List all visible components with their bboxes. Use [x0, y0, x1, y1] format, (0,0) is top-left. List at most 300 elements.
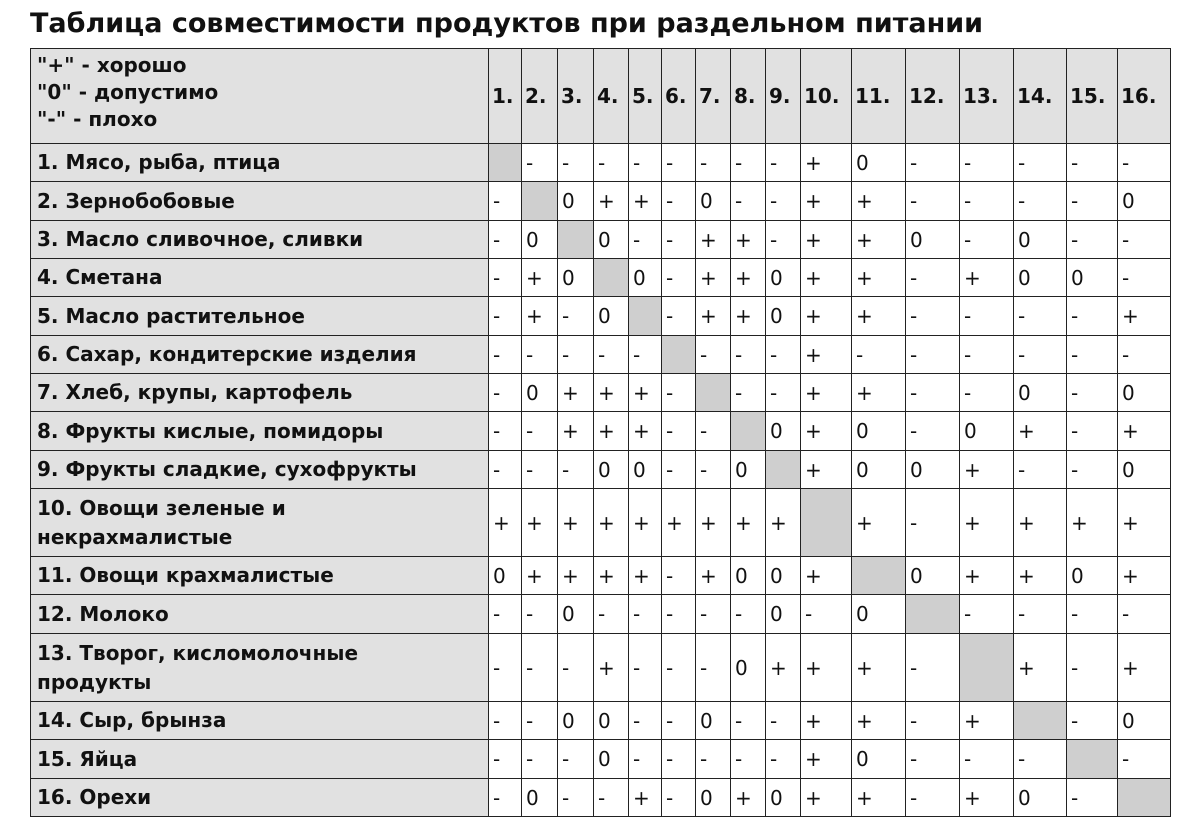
compatibility-cell: - [522, 336, 558, 374]
compatibility-cell: + [960, 702, 1014, 740]
compatibility-cell: - [1118, 221, 1171, 259]
compatibility-cell: + [731, 221, 766, 259]
compatibility-cell: 0 [960, 412, 1014, 451]
diagonal-cell [731, 412, 766, 451]
compatibility-cell: - [1067, 144, 1118, 182]
row-label [31, 182, 489, 221]
compatibility-cell: - [489, 779, 522, 817]
row-label-line: 3. Масло сливочное, сливки [37, 227, 364, 251]
column-header-3: 3. [558, 49, 594, 144]
diagonal-cell [629, 297, 662, 336]
compatibility-cell: + [1118, 489, 1171, 557]
compatibility-cell: - [906, 779, 960, 817]
row-label-line: 8. Фрукты кислые, помидоры [37, 418, 384, 443]
compatibility-cell: - [1118, 259, 1171, 297]
compatibility-cell: - [1014, 451, 1067, 489]
compatibility-cell: + [852, 779, 906, 817]
row-label [31, 489, 489, 557]
compatibility-cell: - [731, 144, 766, 182]
diagonal-cell [1067, 740, 1118, 779]
compatibility-cell: - [489, 259, 522, 297]
compatibility-cell: - [662, 144, 696, 182]
compatibility-cell: - [1118, 144, 1171, 182]
compatibility-cell: - [489, 595, 522, 634]
table-row [31, 702, 1171, 740]
compatibility-cell: - [489, 297, 522, 336]
row-label-line: 6. Сахар, кондитерские изделия [37, 342, 417, 366]
compatibility-cell: - [1118, 595, 1171, 634]
compatibility-cell: + [960, 779, 1014, 817]
column-header-7: 7. [696, 49, 731, 144]
diagonal-cell [696, 374, 731, 412]
table-row [31, 221, 1171, 259]
compatibility-cell: 0 [629, 259, 662, 297]
compatibility-cell: + [801, 557, 852, 595]
compatibility-cell: - [960, 336, 1014, 374]
compatibility-cell: + [766, 489, 801, 557]
row-label-line: продукты [37, 669, 152, 694]
compatibility-cell: - [558, 144, 594, 182]
table-row [31, 451, 1171, 489]
column-header-1: 1. [489, 49, 522, 144]
compatibility-cell: - [522, 634, 558, 702]
compatibility-cell: + [522, 259, 558, 297]
compatibility-cell: + [662, 489, 696, 557]
compatibility-cell: + [852, 702, 906, 740]
compatibility-cell: 0 [766, 595, 801, 634]
compatibility-cell: - [906, 297, 960, 336]
compatibility-cell: - [489, 412, 522, 451]
compatibility-cell: - [489, 634, 522, 702]
compatibility-cell: - [1067, 779, 1118, 817]
compatibility-cell: - [906, 740, 960, 779]
compatibility-cell: 0 [558, 182, 594, 221]
compatibility-cell: - [662, 740, 696, 779]
compatibility-cell: + [960, 451, 1014, 489]
compatibility-cell: + [801, 336, 852, 374]
compatibility-cell: - [522, 740, 558, 779]
compatibility-cell: + [594, 374, 629, 412]
diagonal-cell [960, 634, 1014, 702]
compatibility-cell: - [696, 336, 731, 374]
compatibility-cell: + [629, 779, 662, 817]
column-header-10: 10. [801, 49, 852, 144]
compatibility-cell: - [1067, 702, 1118, 740]
compatibility-cell: + [558, 374, 594, 412]
diagonal-cell [522, 182, 558, 221]
compatibility-cell: - [1014, 144, 1067, 182]
compatibility-cell: 0 [906, 557, 960, 595]
diagonal-cell [801, 489, 852, 557]
compatibility-cell: - [629, 336, 662, 374]
compatibility-cell: + [594, 634, 629, 702]
compatibility-cell: + [852, 297, 906, 336]
compatibility-cell: - [662, 412, 696, 451]
table-row [31, 489, 1171, 557]
compatibility-cell: 0 [852, 412, 906, 451]
compatibility-cell: - [629, 144, 662, 182]
compatibility-cell: - [662, 374, 696, 412]
compatibility-cell: - [662, 779, 696, 817]
page-title: Таблица совместимости продуктов при раздельном питании [30, 8, 984, 39]
compatibility-cell: - [629, 702, 662, 740]
compatibility-cell: - [594, 779, 629, 817]
compatibility-cell: 0 [1014, 779, 1067, 817]
column-header-12: 12. [906, 49, 960, 144]
compatibility-cell: + [852, 634, 906, 702]
compatibility-cell: - [731, 595, 766, 634]
diagonal-cell [489, 144, 522, 182]
compatibility-cell: 0 [906, 451, 960, 489]
table-row [31, 144, 1171, 182]
compatibility-cell: 0 [522, 221, 558, 259]
table-row [31, 336, 1171, 374]
diagonal-cell [852, 557, 906, 595]
compatibility-cell: - [489, 182, 522, 221]
compatibility-cell: - [906, 259, 960, 297]
compatibility-cell: 0 [594, 451, 629, 489]
compatibility-cell: - [696, 634, 731, 702]
column-header-15: 15. [1067, 49, 1118, 144]
compatibility-cell: + [522, 489, 558, 557]
compatibility-cell: 0 [766, 259, 801, 297]
row-label [31, 297, 489, 336]
compatibility-cell: - [594, 595, 629, 634]
compatibility-cell: + [594, 557, 629, 595]
compatibility-cell: + [852, 221, 906, 259]
column-header-4: 4. [594, 49, 629, 144]
compatibility-cell: 0 [558, 702, 594, 740]
compatibility-cell: 0 [696, 182, 731, 221]
compatibility-cell: 0 [1014, 374, 1067, 412]
column-header-2: 2. [522, 49, 558, 144]
compatibility-cell: 0 [1118, 374, 1171, 412]
compatibility-cell: - [1067, 336, 1118, 374]
compatibility-cell: - [522, 412, 558, 451]
compatibility-cell: + [629, 182, 662, 221]
compatibility-cell: - [558, 297, 594, 336]
compatibility-cell: + [766, 634, 801, 702]
compatibility-cell: - [1014, 740, 1067, 779]
compatibility-cell: + [801, 779, 852, 817]
compatibility-cell: - [731, 740, 766, 779]
compatibility-cell: + [801, 634, 852, 702]
diagonal-cell [662, 336, 696, 374]
compatibility-cell: 0 [1118, 451, 1171, 489]
column-header-6: 6. [662, 49, 696, 144]
compatibility-cell: - [489, 740, 522, 779]
compatibility-cell: + [801, 740, 852, 779]
compatibility-cell: 0 [558, 595, 594, 634]
compatibility-cell: 0 [731, 557, 766, 595]
compatibility-cell: - [662, 451, 696, 489]
compatibility-cell: 0 [1067, 259, 1118, 297]
compatibility-cell: + [1118, 634, 1171, 702]
compatibility-cell: - [662, 634, 696, 702]
compatibility-cell: - [629, 740, 662, 779]
compatibility-cell: 0 [1118, 182, 1171, 221]
compatibility-cell: - [960, 182, 1014, 221]
row-label-line: 11. Овощи крахмалистые [37, 563, 334, 587]
row-label-line: 12. Молоко [37, 601, 169, 626]
row-label [31, 557, 489, 595]
row-label [31, 259, 489, 297]
compatibility-cell: - [731, 702, 766, 740]
compatibility-cell: + [801, 297, 852, 336]
column-header-8: 8. [731, 49, 766, 144]
compatibility-cell: + [1014, 557, 1067, 595]
compatibility-cell: 0 [852, 451, 906, 489]
row-label [31, 412, 489, 451]
compatibility-cell: + [960, 489, 1014, 557]
row-label [31, 336, 489, 374]
compatibility-cell: - [1067, 221, 1118, 259]
compatibility-cell: 0 [594, 740, 629, 779]
compatibility-cell: + [558, 412, 594, 451]
compatibility-cell: - [1118, 740, 1171, 779]
compatibility-cell: - [696, 144, 731, 182]
legend-good: "+" - хорошо [37, 53, 187, 77]
compatibility-cell: - [906, 374, 960, 412]
compatibility-cell: 0 [766, 297, 801, 336]
row-label-line: 7. Хлеб, крупы, картофель [37, 380, 353, 404]
compatibility-cell: - [629, 595, 662, 634]
compatibility-cell: - [629, 221, 662, 259]
compatibility-cell: + [594, 182, 629, 221]
compatibility-cell: + [801, 374, 852, 412]
column-header-16: 16. [1118, 49, 1171, 144]
compatibility-cell: - [696, 412, 731, 451]
compatibility-cell: + [731, 489, 766, 557]
compatibility-cell: 0 [731, 634, 766, 702]
compatibility-cell: - [1014, 336, 1067, 374]
compatibility-cell: - [1067, 634, 1118, 702]
compatibility-cell: - [489, 374, 522, 412]
compatibility-cell: 0 [766, 412, 801, 451]
compatibility-cell: + [696, 557, 731, 595]
legend-bad: "-" - плохо [37, 107, 158, 131]
compatibility-cell: + [1014, 489, 1067, 557]
column-header-11: 11. [852, 49, 906, 144]
compatibility-cell: - [594, 336, 629, 374]
compatibility-cell: 0 [1118, 702, 1171, 740]
compatibility-cell: + [1014, 634, 1067, 702]
compatibility-cell: + [696, 259, 731, 297]
compatibility-cell: + [852, 259, 906, 297]
compatibility-cell: - [662, 221, 696, 259]
table-row [31, 740, 1171, 779]
row-label [31, 374, 489, 412]
compatibility-cell: - [766, 144, 801, 182]
compatibility-cell: - [662, 297, 696, 336]
compatibility-cell: - [1067, 412, 1118, 451]
compatibility-cell: + [629, 489, 662, 557]
compatibility-cell: - [558, 336, 594, 374]
compatibility-cell: 0 [629, 451, 662, 489]
row-label [31, 595, 489, 634]
compatibility-cell: + [1118, 412, 1171, 451]
table-row [31, 297, 1171, 336]
compatibility-cell: + [801, 259, 852, 297]
compatibility-cell: - [766, 374, 801, 412]
compatibility-cell: + [629, 412, 662, 451]
compatibility-cell: - [629, 634, 662, 702]
row-label [31, 144, 489, 182]
row-label [31, 702, 489, 740]
compatibility-cell: 0 [766, 779, 801, 817]
compatibility-cell: + [801, 412, 852, 451]
compatibility-cell: + [852, 182, 906, 221]
row-label-line: 1. Мясо, рыба, птица [37, 150, 281, 174]
compatibility-cell: - [662, 595, 696, 634]
compatibility-cell: + [558, 489, 594, 557]
compatibility-cell: - [906, 634, 960, 702]
compatibility-cell: - [1067, 297, 1118, 336]
compatibility-cell: 0 [594, 297, 629, 336]
compatibility-cell: + [696, 489, 731, 557]
table-row [31, 634, 1171, 702]
compatibility-cell: + [696, 221, 731, 259]
compatibility-cell: 0 [594, 702, 629, 740]
row-label-line: 13. Творог, кисломолочные [37, 640, 359, 665]
compatibility-cell: - [522, 595, 558, 634]
row-label [31, 740, 489, 779]
compatibility-cell: - [662, 182, 696, 221]
compatibility-cell: 0 [558, 259, 594, 297]
compatibility-cell: 0 [1014, 221, 1067, 259]
compatibility-cell: - [906, 489, 960, 557]
compatibility-cell: + [558, 557, 594, 595]
row-label-line: 2. Зернобобовые [37, 188, 235, 213]
row-label-line: некрахмалистые [37, 524, 233, 549]
compatibility-cell: 0 [1067, 557, 1118, 595]
compatibility-cell: 0 [906, 221, 960, 259]
compatibility-cell: 0 [594, 221, 629, 259]
compatibility-cell: + [960, 259, 1014, 297]
compatibility-cell: + [852, 374, 906, 412]
compatibility-cell: + [594, 489, 629, 557]
compatibility-cell: - [558, 779, 594, 817]
compatibility-cell: - [960, 221, 1014, 259]
compatibility-cell: 0 [852, 595, 906, 634]
compatibility-cell: 0 [766, 557, 801, 595]
compatibility-cell: - [960, 374, 1014, 412]
row-label-line: 15. Яйца [37, 746, 138, 771]
compatibility-cell: - [1014, 297, 1067, 336]
compatibility-cell: - [906, 412, 960, 451]
compatibility-cell: - [852, 336, 906, 374]
row-label [31, 779, 489, 817]
compatibility-cell: - [662, 702, 696, 740]
compatibility-cell: + [731, 297, 766, 336]
diagonal-cell [594, 259, 629, 297]
compatibility-cell: - [558, 634, 594, 702]
row-label [31, 634, 489, 702]
compatibility-cell: - [1067, 451, 1118, 489]
compatibility-cell: 0 [489, 557, 522, 595]
legend-acceptable: "0" - допустимо [37, 80, 219, 104]
compatibility-cell: + [594, 412, 629, 451]
compatibility-cell: - [766, 702, 801, 740]
column-header-9: 9. [766, 49, 801, 144]
compatibility-cell: - [766, 221, 801, 259]
column-header-14: 14. [1014, 49, 1067, 144]
row-label [31, 221, 489, 259]
column-header-5: 5. [629, 49, 662, 144]
compatibility-cell: - [558, 451, 594, 489]
compatibility-cell: + [629, 374, 662, 412]
compatibility-cell: - [1118, 336, 1171, 374]
compatibility-cell: + [1118, 557, 1171, 595]
compatibility-cell: + [522, 297, 558, 336]
compatibility-cell: + [731, 259, 766, 297]
compatibility-cell: - [766, 182, 801, 221]
row-label-line: 16. Орехи [37, 785, 152, 809]
compatibility-cell: - [662, 259, 696, 297]
compatibility-cell: - [1014, 182, 1067, 221]
compatibility-cell: - [489, 336, 522, 374]
table-row [31, 182, 1171, 221]
compatibility-cell: - [594, 144, 629, 182]
compatibility-cell: + [731, 779, 766, 817]
compatibility-cell: - [696, 740, 731, 779]
compatibility-cell: - [1067, 595, 1118, 634]
compatibility-cell: - [960, 595, 1014, 634]
compatibility-cell: 0 [696, 702, 731, 740]
table-row [31, 557, 1171, 595]
compatibility-cell: - [906, 144, 960, 182]
compatibility-cell: + [696, 297, 731, 336]
compatibility-cell: + [522, 557, 558, 595]
compatibility-cell: + [801, 182, 852, 221]
compatibility-cell: 0 [522, 374, 558, 412]
compatibility-cell: + [801, 221, 852, 259]
diagonal-cell [558, 221, 594, 259]
table-row [31, 259, 1171, 297]
compatibility-cell: - [1014, 595, 1067, 634]
compatibility-cell: - [558, 740, 594, 779]
table-row [31, 779, 1171, 817]
row-label-line: 5. Масло растительное [37, 303, 305, 328]
compatibility-cell: + [629, 557, 662, 595]
column-header-13: 13. [960, 49, 1014, 144]
diagonal-cell [766, 451, 801, 489]
compatibility-cell: - [766, 336, 801, 374]
compatibility-cell: - [906, 336, 960, 374]
compatibility-cell: + [489, 489, 522, 557]
table-row [31, 412, 1171, 451]
compatibility-cell: + [801, 702, 852, 740]
diagonal-cell [906, 595, 960, 634]
compatibility-cell: - [960, 740, 1014, 779]
compatibility-cell: 0 [696, 779, 731, 817]
compatibility-cell: - [731, 374, 766, 412]
compatibility-cell: + [1014, 412, 1067, 451]
compatibility-cell: 0 [852, 144, 906, 182]
compatibility-cell: + [801, 144, 852, 182]
compatibility-cell: - [801, 595, 852, 634]
compatibility-cell: - [489, 702, 522, 740]
diagonal-cell [1014, 702, 1067, 740]
compatibility-cell: - [960, 144, 1014, 182]
compatibility-cell: + [1118, 297, 1171, 336]
row-label-line: 4. Сметана [37, 265, 163, 289]
compatibility-cell: - [522, 144, 558, 182]
row-label [31, 451, 489, 489]
legend [31, 49, 489, 144]
diagonal-cell [1118, 779, 1171, 817]
table-row [31, 595, 1171, 634]
